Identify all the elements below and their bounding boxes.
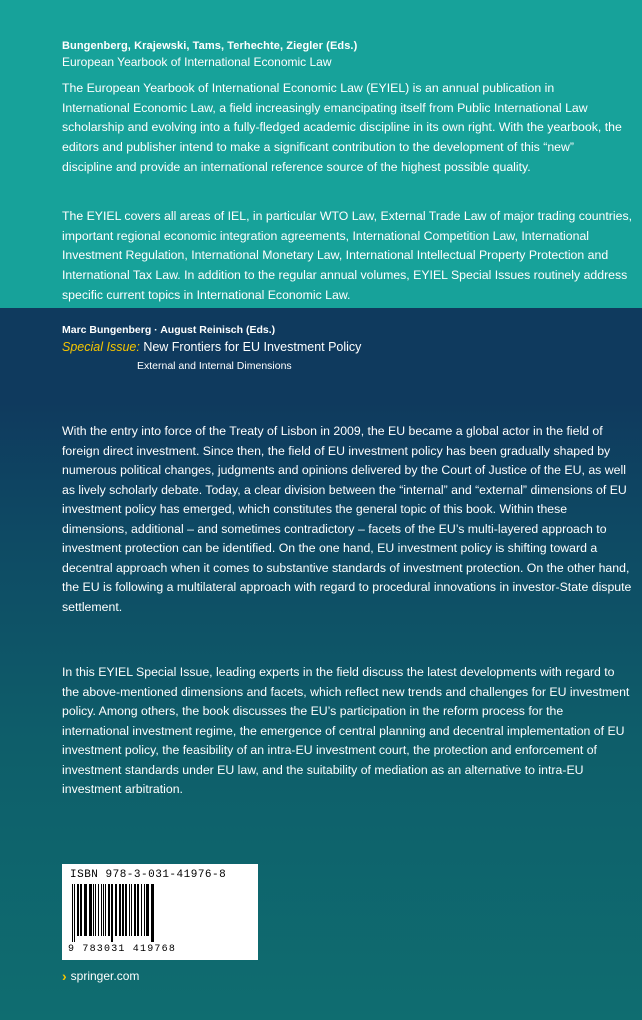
- barcode-bar: [151, 884, 154, 942]
- barcode-bar: [89, 884, 92, 936]
- barcode-bar: [141, 884, 142, 936]
- barcode-bar: [101, 884, 102, 936]
- book-editors: Marc Bungenberg · August Reinisch (Eds.): [62, 324, 276, 336]
- barcode-bar: [125, 884, 127, 936]
- barcode-bar: [74, 884, 75, 942]
- barcode-bars: [70, 884, 250, 942]
- book-title-band: [0, 308, 642, 400]
- barcode-bar: [77, 884, 79, 936]
- barcode-bar: [95, 884, 96, 936]
- barcode-bar: [129, 884, 130, 936]
- barcode-bar: [93, 884, 94, 936]
- barcode-bar: [122, 884, 124, 936]
- barcode-bar: [146, 884, 149, 936]
- series-title: European Yearbook of International Economic Law: [62, 55, 332, 69]
- series-description: The European Yearbook of International Economic Law (EYIEL) is an annual publication in International Economic Law, a field increasingly emancipating itself from Public International Law scholarship and evolving into a fully-fledged academic discipline in its own right. With the yearbook, the editors and publisher intend to make a significant contribution to the development of this “new” discipline and provide an international reference source of the highest possible quality.: [62, 81, 622, 174]
- barcode-bar: [137, 884, 139, 936]
- barcode-bar: [84, 884, 87, 936]
- chevron-right-icon: ›: [62, 968, 67, 984]
- barcode-bar: [105, 884, 106, 936]
- barcode-bar: [72, 884, 73, 942]
- barcode-bar: [131, 884, 132, 936]
- special-issue-label: Special Issue:: [62, 340, 140, 354]
- barcode-digits: 9 783031 419768: [68, 944, 177, 955]
- springer-url: springer.com: [70, 969, 140, 983]
- barcode-bar: [119, 884, 121, 936]
- book-title: New Frontiers for EU Investment Policy: [143, 340, 362, 354]
- barcode-bar: [144, 884, 145, 936]
- book-subtitle: External and Internal Dimensions: [137, 360, 292, 372]
- book-title-line: [62, 340, 361, 354]
- barcode-bar: [115, 884, 117, 936]
- series-editors: Bungenberg, Krajewski, Tams, Terhechte, Ziegler (Eds.): [62, 40, 358, 52]
- barcode-bar: [111, 884, 113, 942]
- series-coverage: The EYIEL covers all areas of IEL, in particular WTO Law, External Trade Law of major trading countries, important regional economic integration agreements, International Competition Law, International Investment Regulation, International Monetary Law, International Intellectual Property Protection and International Tax Law. In addition to the regular annual volumes, EYIEL Special Issues routinely address specific current topics in International Economic Law.: [62, 209, 633, 302]
- barcode-bar: [134, 884, 136, 936]
- isbn-text: ISBN 978-3-031-41976-8: [70, 869, 227, 881]
- book-description-paragraph: With the entry into force of the Treaty of Lisbon in 2009, the EU became a global actor in the field of foreign direct investment. Since then, the field of EU investment policy has been gradually shaped by numerous political changes, judgments and opinions delivered by the Court of Justice of the EU, as well as lively scholarly debate. Today, a clear division between the “internal” and “external” dimensions of EU investment policy has emerged, which constitutes the general topic of this book. Within these dimensions, additional – and sometimes contradictory – facets of the EU’s multi-layered approach to investment protection can be identified. On the one hand, EU investment policy is shifting toward a decentral approach when it comes to substantive standards of investment protection. On the other hand, the EU is following a multilateral approach with regard to procedural innovations in investor-State dispute settlement.: [62, 424, 632, 614]
- barcode-bar: [98, 884, 99, 936]
- isbn-barcode: [62, 864, 258, 960]
- book-description-paragraph-2: In this EYIEL Special Issue, leading experts in the field discuss the latest developments with regard to the above-mentioned dimensions and facets, which reflect new trends and challenges for EU investment policy. Among others, the book discusses the EU’s participation in the reform process for the international investment regime, the emergence of central planning and decentral implementation of EU investment policy, the feasibility of an intra-EU investment court, the protection and enforcement of investment standards under EU law, and the suitability of mediation as an alternative to intra-EU investment arbitration.: [62, 665, 630, 796]
- barcode-bar: [103, 884, 104, 936]
- barcode-bar: [80, 884, 82, 936]
- springer-link[interactable]: [62, 968, 139, 984]
- barcode-bar: [108, 884, 110, 936]
- series-info-section: [0, 0, 642, 308]
